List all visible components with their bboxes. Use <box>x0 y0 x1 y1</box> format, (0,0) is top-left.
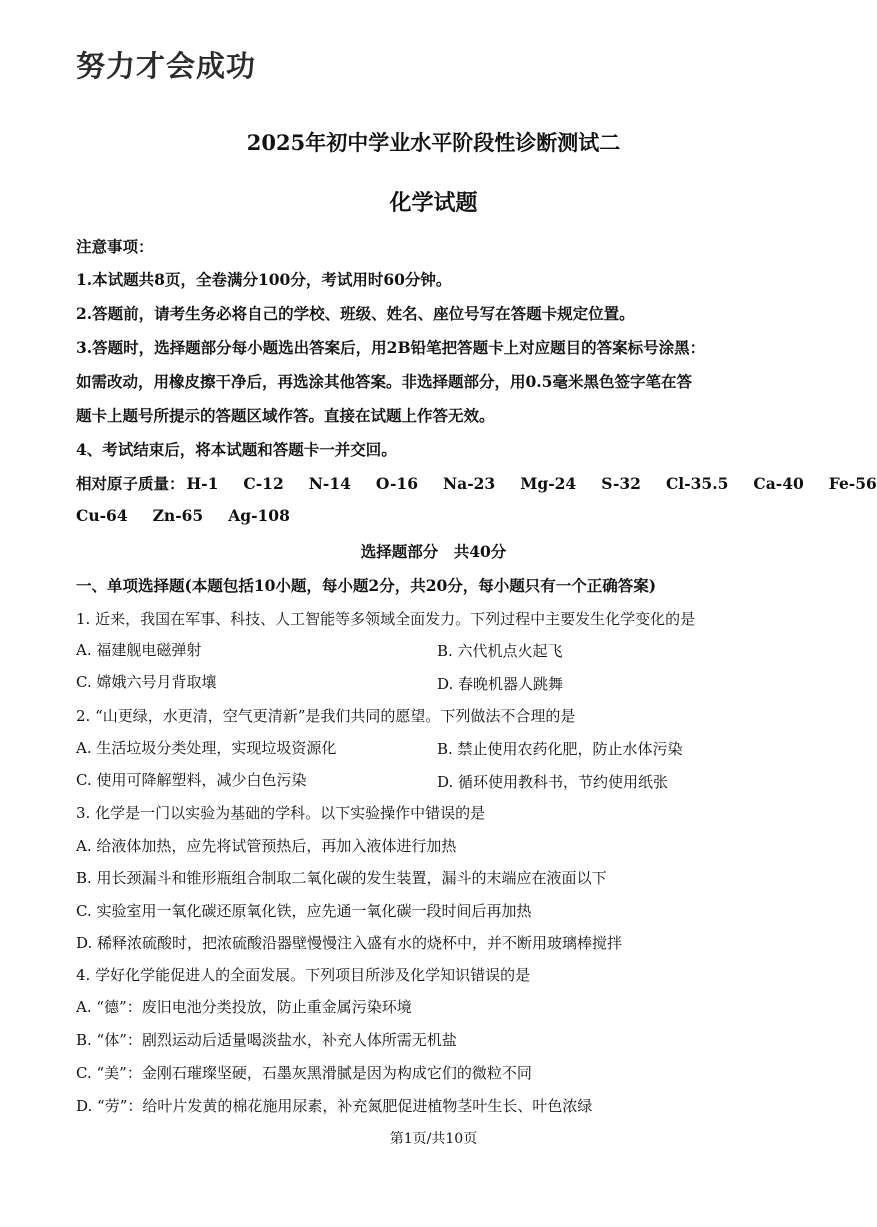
atomic-mass: N-14 <box>308 474 351 493</box>
atomic-masses-label: 相对原子质量： <box>76 474 185 493</box>
question-2-option-a: A. 生活垃圾分类处理，实现垃圾资源化 <box>76 739 337 757</box>
note-item: 如需改动，用橡皮擦干净后，再选涂其他答案。非选择题部分，用0.5毫米黑色签字笔在答 <box>76 372 692 391</box>
atomic-mass: Na-23 <box>442 474 496 493</box>
watermark-text: 努力才会成功 <box>76 49 257 83</box>
note-item: 题卡上题号所提示的答题区域作答。直接在试题上作答无效。 <box>76 406 495 425</box>
exam-title: 2025年初中学业水平阶段性诊断测试二 <box>246 130 621 155</box>
question-4-option-d: D. “劳”：给叶片发黄的棉花施用尿素，补充氮肥促进植物茎叶生长、叶色浓绿 <box>76 1097 593 1115</box>
notes-heading: 注意事项： <box>76 237 154 256</box>
question-1-option-c: C. 嫦娥六号月背取壤 <box>76 673 217 691</box>
question-1-option-a: A. 福建舰电磁弹射 <box>76 641 202 659</box>
subject-title: 化学试题 <box>389 190 478 216</box>
question-4-option-b: B. “体”：剧烈运动后适量喝淡盐水，补充人体所需无机盐 <box>76 1031 457 1049</box>
atomic-mass: Ag-108 <box>228 506 290 525</box>
atomic-mass: Fe-56 <box>828 474 877 493</box>
atomic-mass: S-32 <box>601 474 641 493</box>
atomic-mass: Ca-40 <box>753 474 804 493</box>
note-item: 1.本试题共8页，全卷满分100分，考试用时60分钟。 <box>76 270 452 289</box>
question-1-option-b: B. 六代机点火起飞 <box>437 642 563 660</box>
question-2-option-b: B. 禁止使用农药化肥，防止水体污染 <box>437 740 683 758</box>
question-2-option-d: D. 循环使用教科书，节约使用纸张 <box>437 773 669 791</box>
atomic-mass: H-1 <box>186 474 219 493</box>
question-1-option-d: D. 春晚机器人跳舞 <box>437 675 564 693</box>
atomic-masses-line-2 <box>76 506 315 525</box>
question-2-stem: 2. “山更绿，水更清，空气更清新”是我们共同的愿望。下列做法不合理的是 <box>76 707 576 725</box>
question-4-option-a: A. “德”：废旧电池分类投放，防止重金属污染环境 <box>76 998 412 1016</box>
part-heading: 一、单项选择题(本题包括10小题，每小题2分，共20分，每小题只有一个正确答案) <box>76 576 657 595</box>
section-header: 选择题部分 共40分 <box>360 542 507 561</box>
question-3-option-a: A. 给液体加热，应先将试管预热后，再加入液体进行加热 <box>76 837 457 855</box>
question-4-option-c: C. “美”：金刚石璀璨坚硬，石墨灰黑滑腻是因为构成它们的微粒不同 <box>76 1064 532 1082</box>
atomic-mass: Cl-35.5 <box>665 474 729 493</box>
atomic-mass: O-16 <box>375 474 418 493</box>
atomic-mass: C-12 <box>243 474 284 493</box>
question-1-stem: 1. 近来，我国在军事、科技、人工智能等多领域全面发力。下列过程中主要发生化学变化的是 <box>76 610 696 628</box>
question-3-option-c: C. 实验室用一氧化碳还原氧化铁，应先通一氧化碳一段时间后再加热 <box>76 902 532 920</box>
question-3-stem: 3. 化学是一门以实验为基础的学科。以下实验操作中错误的是 <box>76 804 486 822</box>
note-item: 4、考试结束后，将本试题和答题卡一并交回。 <box>76 440 397 459</box>
atomic-mass: Zn-65 <box>152 506 204 525</box>
question-2-option-c: C. 使用可降解塑料，减少白色污染 <box>76 771 307 789</box>
atomic-mass: Mg-24 <box>520 474 577 493</box>
question-3-option-b: B. 用长颈漏斗和锥形瓶组合制取二氧化碳的发生装置，漏斗的末端应在液面以下 <box>76 869 607 887</box>
atomic-mass: Cu-64 <box>76 506 128 525</box>
question-4-stem: 4. 学好化学能促进人的全面发展。下列项目所涉及化学知识错误的是 <box>76 966 531 984</box>
page-number: 第1页/共10页 <box>389 1131 478 1147</box>
note-item: 3.答题时，选择题部分每小题选出答案后，用2B铅笔把答题卡上对应题目的答案标号涂黑： <box>76 338 706 357</box>
atomic-masses-line-1 <box>76 472 877 494</box>
note-item: 2.答题前，请考生务必将自己的学校、班级、姓名、座位号写在答题卡规定位置。 <box>76 304 635 323</box>
question-3-option-d: D. 稀释浓硫酸时，把浓硫酸沿器壁慢慢注入盛有水的烧杯中，并不断用玻璃棒搅拌 <box>76 934 623 952</box>
